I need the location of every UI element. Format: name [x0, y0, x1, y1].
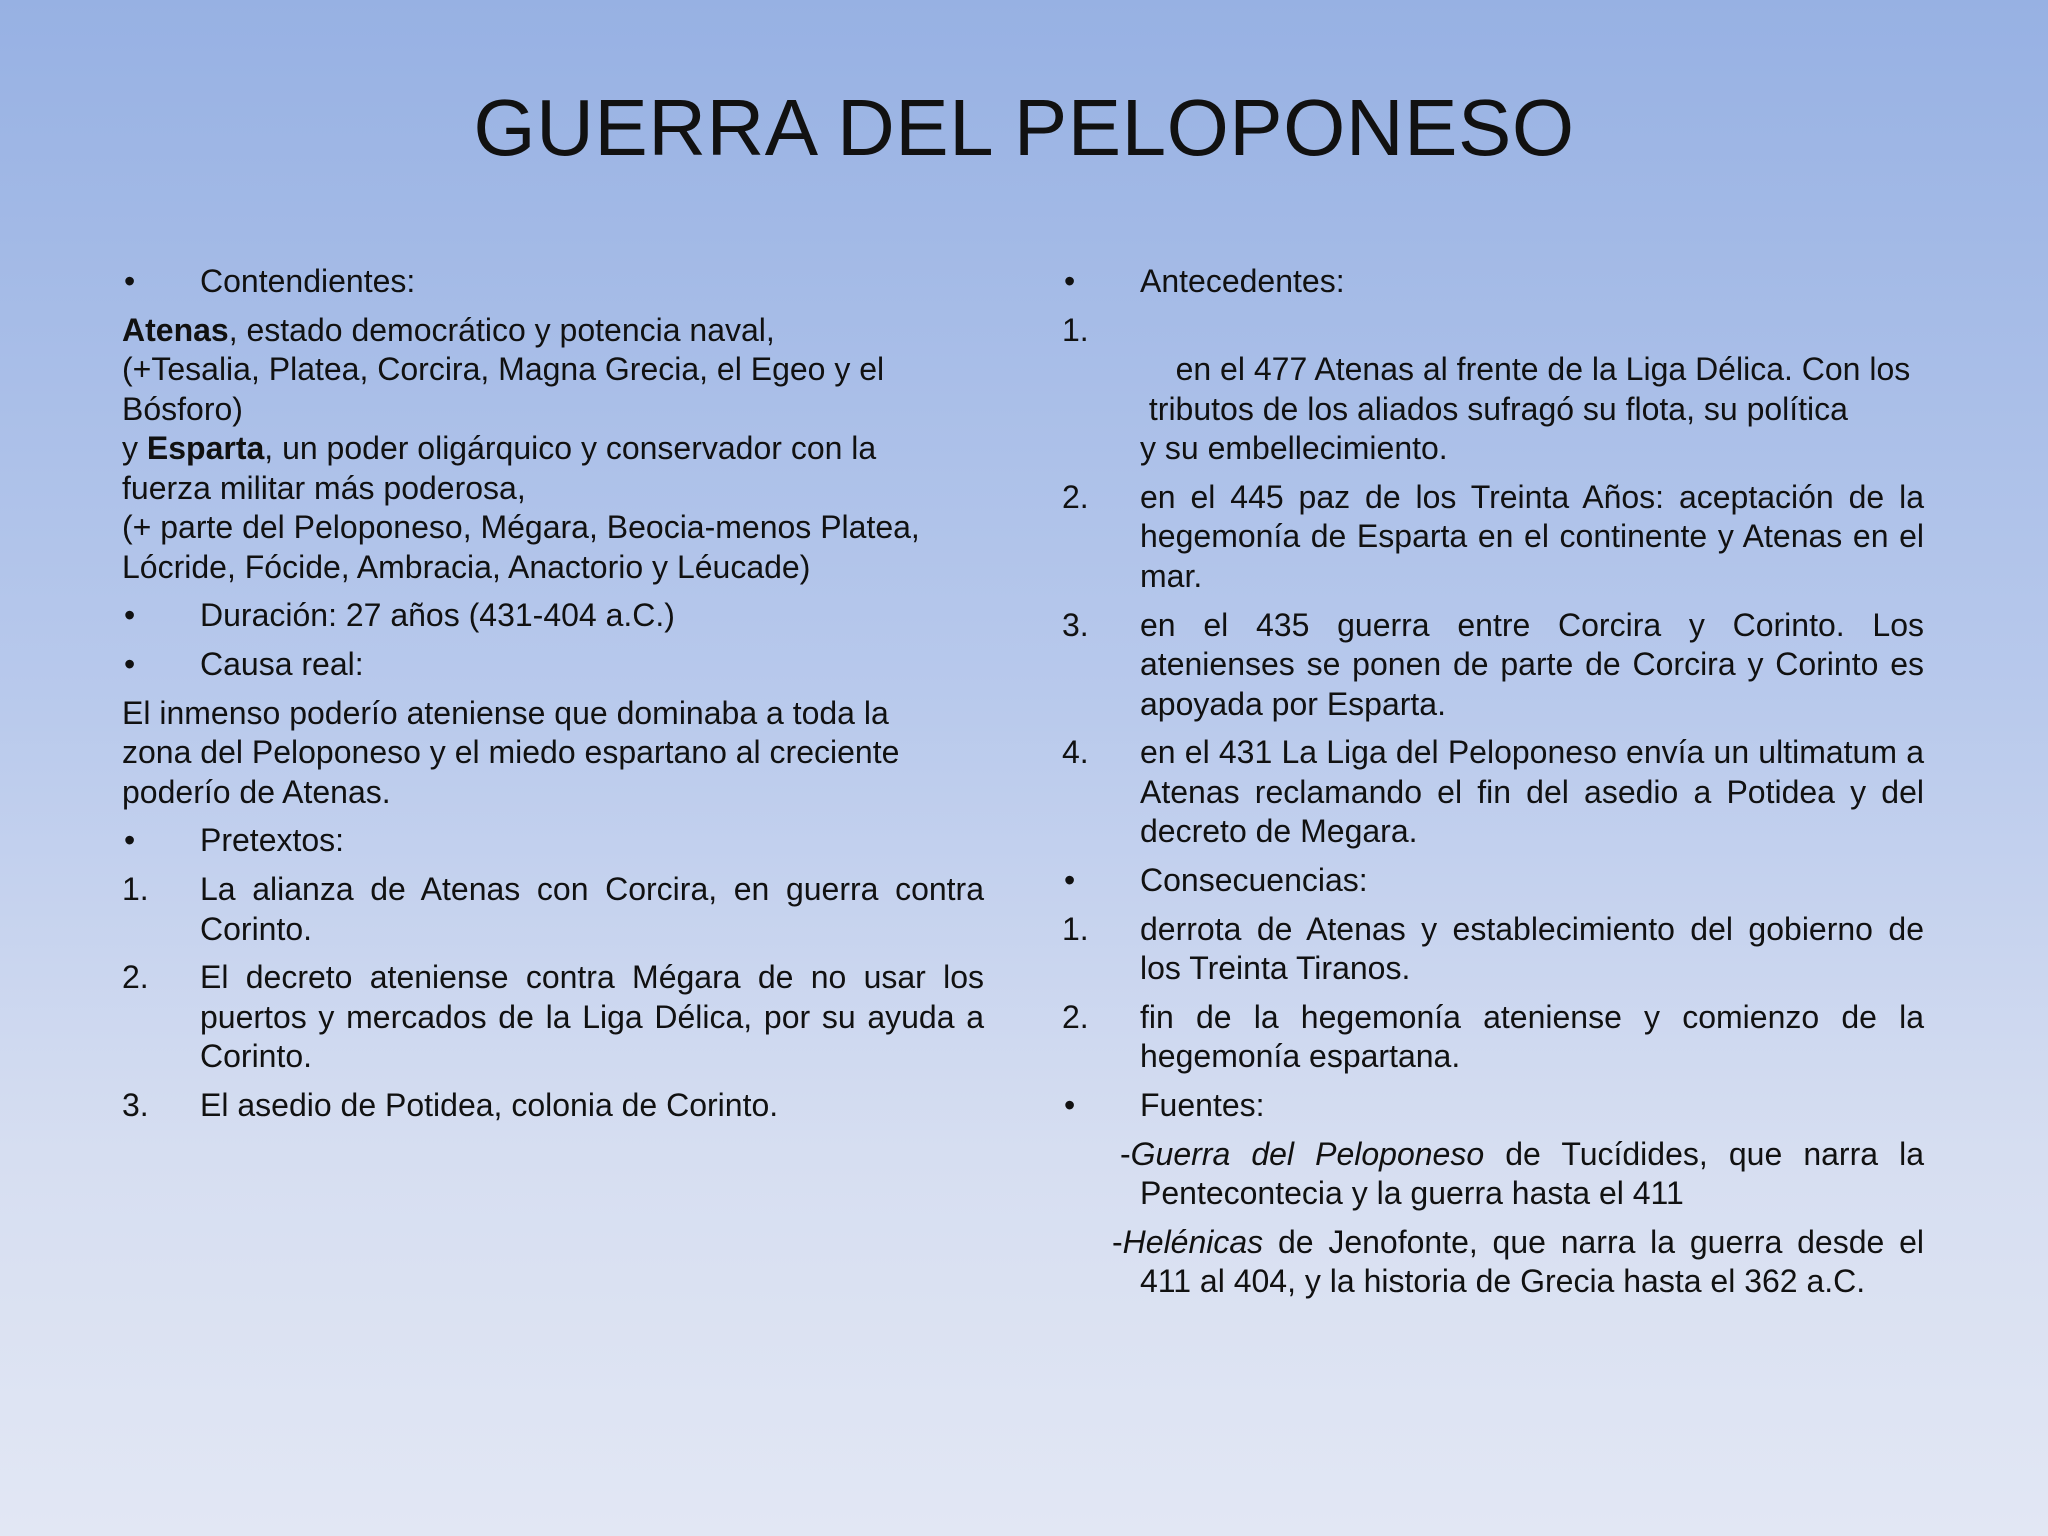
numbered-item — [1062, 311, 1924, 469]
item-number: 3. — [122, 1087, 149, 1123]
source-title: Helénicas — [1122, 1223, 1264, 1260]
item-number: 1. — [122, 871, 149, 908]
atenas-bold: Atenas — [122, 311, 229, 348]
bullet-icon: • — [1064, 861, 1076, 898]
bullet-label: Antecedentes: — [1140, 263, 1345, 299]
item-text: en el 431 La Liga del Peloponeso envía un ultimatum a Atenas reclamando el fin del asedio a Potidea y del decreto de Megara. — [1140, 734, 1924, 850]
bullet-fuentes — [1062, 1086, 1924, 1126]
source-text: de Jenofonte, que narra la guerra desde el 411 al 404, y la historia de Grecia hasta el 362 a.C. — [1140, 1223, 1924, 1300]
item-text: fin de la hegemonía ateniense y comienzo de la hegemonía espartana. — [1140, 998, 1924, 1075]
item-text: El asedio de Potidea, colonia de Corinto. — [200, 1087, 779, 1123]
esparta-bold: Esparta — [146, 430, 265, 467]
paragraph-text: (+ parte del Peloponeso, Mégara, Beocia-menos Platea, — [122, 509, 920, 546]
bullet-icon: • — [124, 597, 136, 634]
bullet-icon: • — [124, 263, 136, 299]
paragraph-text: poderío de Atenas. — [122, 773, 391, 810]
item-text: en el 435 guerra entre Corcira y Corinto. Los atenienses se ponen de parte de Corcira y Corinto es apoyada por Esparta. — [1140, 606, 1924, 722]
numbered-item — [1062, 606, 1924, 725]
item-text-line: y su embellecimiento. — [1140, 430, 1448, 467]
bullet-label: Causa real: — [200, 646, 364, 683]
bullet-label: Contendientes: — [200, 263, 416, 299]
bullet-icon: • — [124, 822, 136, 859]
item-number: 4. — [1062, 734, 1089, 771]
bullet-consecuencias — [1062, 861, 1924, 901]
slide-title: GUERRA DEL PELOPONESO — [473, 83, 1575, 172]
bullet-duracion — [122, 596, 984, 636]
bullet-label: Consecuencias: — [1140, 861, 1368, 898]
paragraph-text: Lócride, Fócide, Ambracia, Anactorio y Léucade) — [122, 548, 811, 585]
paragraph-text: zona del Peloponeso y el miedo espartano al creciente — [122, 734, 900, 771]
bullet-causa-real — [122, 645, 984, 685]
left-column — [122, 262, 984, 1135]
source-text: de Tucídides, que narra la Pentecontecia y la guerra hasta el 411 — [1140, 1135, 1925, 1212]
source-tucidides — [1062, 1135, 1924, 1214]
source-jenofonte — [1062, 1223, 1924, 1302]
item-text: en el 445 paz de los Treinta Años: aceptación de la hegemonía de Esparta en el continente y Atenas en el mar. — [1140, 478, 1924, 594]
paragraph-text: , un poder oligárquico y conservador con la — [264, 430, 877, 467]
paragraph-causa — [122, 694, 984, 813]
dash-glyph: - — [1120, 1135, 1131, 1172]
bullet-icon: • — [1064, 1087, 1076, 1123]
paragraph-text: El inmenso poderío ateniense que dominaba a toda la — [122, 694, 889, 731]
numbered-item — [122, 1086, 984, 1126]
item-text: derrota de Atenas y establecimiento del gobierno de los Treinta Tiranos. — [1140, 910, 1924, 987]
numbered-item — [122, 958, 984, 1077]
item-text-line: tributos de los aliados sufragó su flota, su política — [1140, 390, 1848, 427]
item-number: 1. — [1062, 311, 1089, 348]
paragraph-text: (+Tesalia, Platea, Corcira, Magna Grecia, el Egeo y el — [122, 351, 885, 388]
paragraph-text: Bósforo) — [122, 390, 243, 427]
paragraph-text: , estado democrático y potencia naval, — [228, 311, 775, 348]
bullet-antecedentes — [1062, 262, 1924, 302]
numbered-item — [1062, 998, 1924, 1077]
numbered-item — [1062, 478, 1924, 597]
bullet-label: Fuentes: — [1140, 1087, 1265, 1123]
item-text: El decreto ateniense contra Mégara de no usar los puertos y mercados de la Liga Délica, por su ayuda a Corinto. — [200, 959, 984, 1075]
source-title: Guerra del Peloponeso — [1130, 1135, 1485, 1172]
item-number: 3. — [1062, 606, 1089, 643]
item-number: 2. — [122, 959, 149, 996]
item-number: 1. — [1062, 910, 1089, 947]
dash-glyph: - — [1112, 1223, 1123, 1260]
numbered-item — [1062, 733, 1924, 852]
paragraph-text: y — [122, 430, 147, 467]
item-number: 2. — [1062, 478, 1089, 515]
item-number: 2. — [1062, 998, 1089, 1035]
bullet-label: Duración: 27 años (431-404 a.C.) — [200, 597, 675, 634]
bullet-contendientes — [122, 262, 984, 302]
item-text-line: en el 477 Atenas al frente de la Liga Délica. Con los — [1175, 351, 1911, 388]
numbered-item — [122, 870, 984, 949]
paragraph-text: fuerza militar más poderosa, — [122, 469, 526, 506]
paragraph-atenas — [122, 311, 984, 588]
bullet-icon: • — [124, 646, 136, 683]
right-column — [1062, 262, 1924, 1311]
numbered-item — [1062, 910, 1924, 989]
bullet-icon: • — [1064, 263, 1076, 299]
bullet-label: Pretextos: — [200, 822, 345, 859]
item-text: La alianza de Atenas con Corcira, en guerra contra Corinto. — [200, 871, 984, 947]
bullet-pretextos — [122, 821, 984, 861]
